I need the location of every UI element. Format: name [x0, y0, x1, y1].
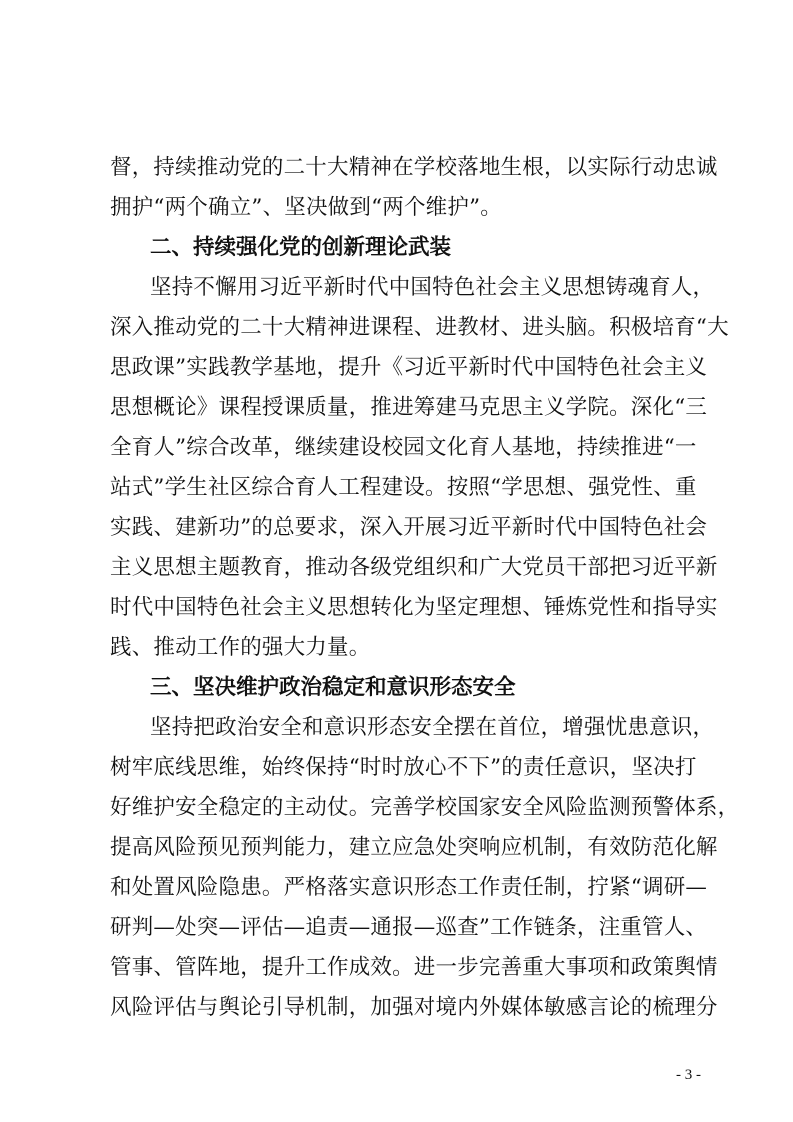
body-text-line: 全育人”综合改革，继续建设校园文化育人基地，持续推进“一: [110, 435, 697, 460]
section-heading: 三、坚决维护政治稳定和意识形态安全: [150, 675, 516, 700]
body-text-line: 提高风险预见预判能力，建立应急处突响应机制，有效防范化解: [110, 835, 718, 860]
body-text-line: 研判—处突—评估—追责—通报—巡查”工作链条，注重管人、: [110, 915, 708, 940]
section-heading: 二、持续强化党的创新理论武装: [150, 235, 452, 260]
body-text-line: 主义思想主题教育，推动各级党组织和广大党员干部把习近平新: [110, 555, 718, 580]
body-text-line: 实践、建新功”的总要求，深入开展习近平新时代中国特色社会: [110, 515, 708, 540]
body-text-line: 站式”学生社区综合育人工程建设。按照“学思想、强党性、重: [110, 475, 697, 500]
body-text-line: 践、推动工作的强大力量。: [110, 635, 371, 660]
body-text-line: 和处置风险隐患。严格落实意识形态工作责任制，拧紧“调研—: [110, 875, 708, 900]
body-text-line: 拥护“两个确立”、坚决做到“两个维护”。: [110, 195, 502, 220]
body-text-line: 风险评估与舆论引导机制，加强对境内外媒体敏感言论的梳理分: [110, 995, 718, 1020]
page-number: - 3 -: [676, 1067, 701, 1083]
body-text-line: 坚持不懈用习近平新时代中国特色社会主义思想铸魂育人，: [150, 275, 715, 300]
body-text-line: 思政课”实践教学基地，提升《习近平新时代中国特色社会主义: [110, 355, 708, 380]
body-text-line: 好维护安全稳定的主动仗。完善学校国家安全风险监测预警体系，: [110, 795, 740, 820]
body-text-line: 坚持把政治安全和意识形态安全摆在首位，增强忧患意识，: [150, 715, 715, 740]
body-text-line: 管事、管阵地，提升工作成效。进一步完善重大事项和政策舆情: [110, 955, 718, 980]
body-text-line: 深入推动党的二十大精神进课程、进教材、进头脑。积极培育“大: [110, 315, 729, 340]
body-text-line: 督，持续推动党的二十大精神在学校落地生根，以实际行动忠诚: [110, 155, 718, 180]
body-text-line: 思想概论》课程授课质量，推进筹建马克思主义学院。深化“三: [110, 395, 708, 420]
body-text-line: 时代中国特色社会主义思想转化为坚定理想、锤炼党性和指导实: [110, 595, 718, 620]
body-text-line: 树牢底线思维，始终保持“时时放心不下”的责任意识，坚决打: [110, 755, 697, 780]
